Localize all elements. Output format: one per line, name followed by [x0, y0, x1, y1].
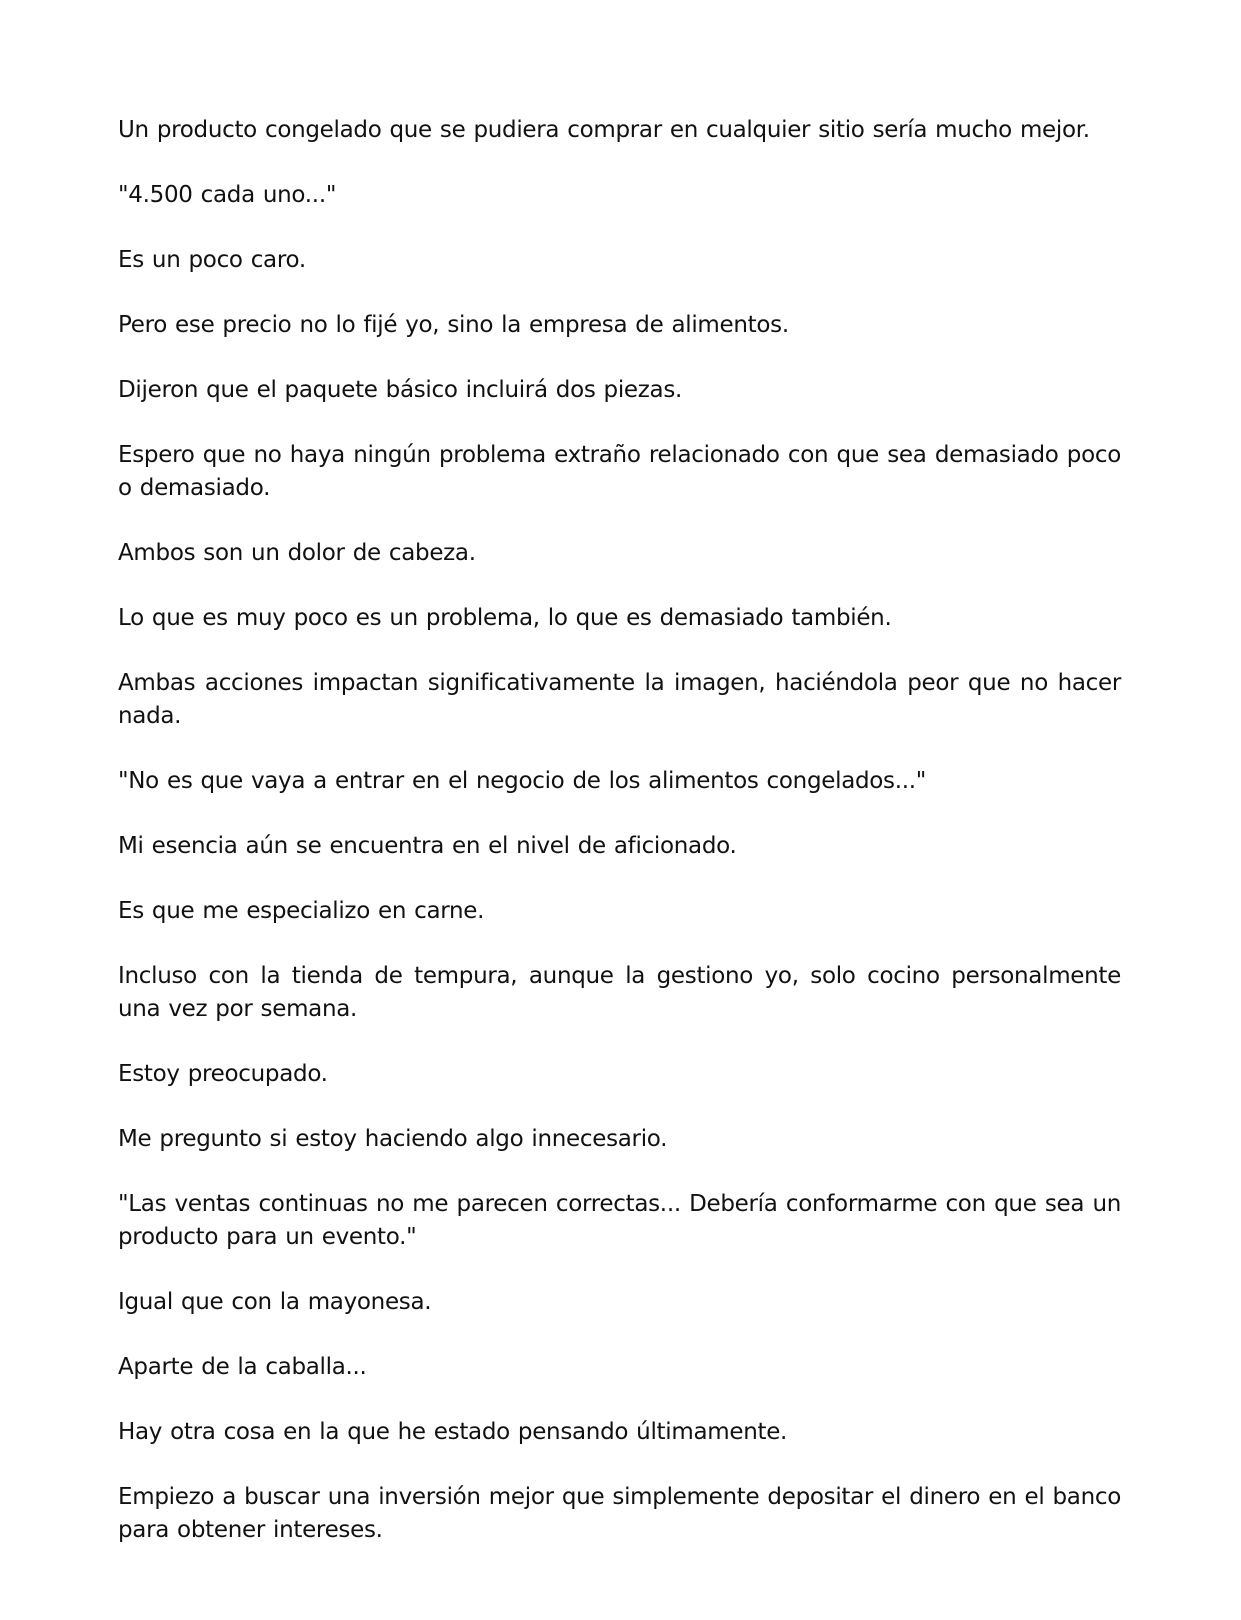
paragraph: Es un poco caro.	[118, 247, 306, 273]
paragraph: Ambas acciones impactan significativamente la imagen, haciéndola peor que no hacer nada.	[118, 670, 1121, 729]
paragraph: Incluso con la tienda de tempura, aunque la gestiono yo, solo cocino personalmente una vez por semana.	[118, 963, 1121, 1022]
paragraph: Igual que con la mayonesa.	[118, 1289, 432, 1315]
paragraph: Dijeron que el paquete básico incluirá dos piezas.	[118, 377, 683, 403]
paragraph: Un producto congelado que se pudiera comprar en cualquier sitio sería mucho mejor.	[118, 117, 1090, 143]
paragraph: Empiezo a buscar una inversión mejor que simplemente depositar el dinero en el banco para obtener intereses.	[118, 1484, 1121, 1543]
paragraph: Mi esencia aún se encuentra en el nivel de aficionado.	[118, 833, 737, 859]
paragraph: "Las ventas continuas no me parecen correctas... Debería conformarme con que sea un producto para un evento."	[118, 1191, 1121, 1250]
paragraph: Espero que no haya ningún problema extraño relacionado con que sea demasiado poco o demasiado.	[118, 442, 1121, 501]
paragraph: Lo que es muy poco es un problema, lo que es demasiado también.	[118, 605, 892, 631]
paragraph: Hay otra cosa en la que he estado pensando últimamente.	[118, 1419, 788, 1445]
document-body	[118, 114, 1121, 1547]
paragraph: Me pregunto si estoy haciendo algo innecesario.	[118, 1126, 668, 1152]
paragraph: Pero ese precio no lo fijé yo, sino la empresa de alimentos.	[118, 312, 789, 338]
paragraph: "4.500 cada uno..."	[118, 182, 337, 208]
paragraph: Ambos son un dolor de cabeza.	[118, 540, 476, 566]
paragraph: Estoy preocupado.	[118, 1061, 328, 1087]
paragraph: Aparte de la caballa...	[118, 1354, 367, 1380]
paragraph: "No es que vaya a entrar en el negocio de los alimentos congelados..."	[118, 768, 927, 794]
paragraph: Es que me especializo en carne.	[118, 898, 485, 924]
